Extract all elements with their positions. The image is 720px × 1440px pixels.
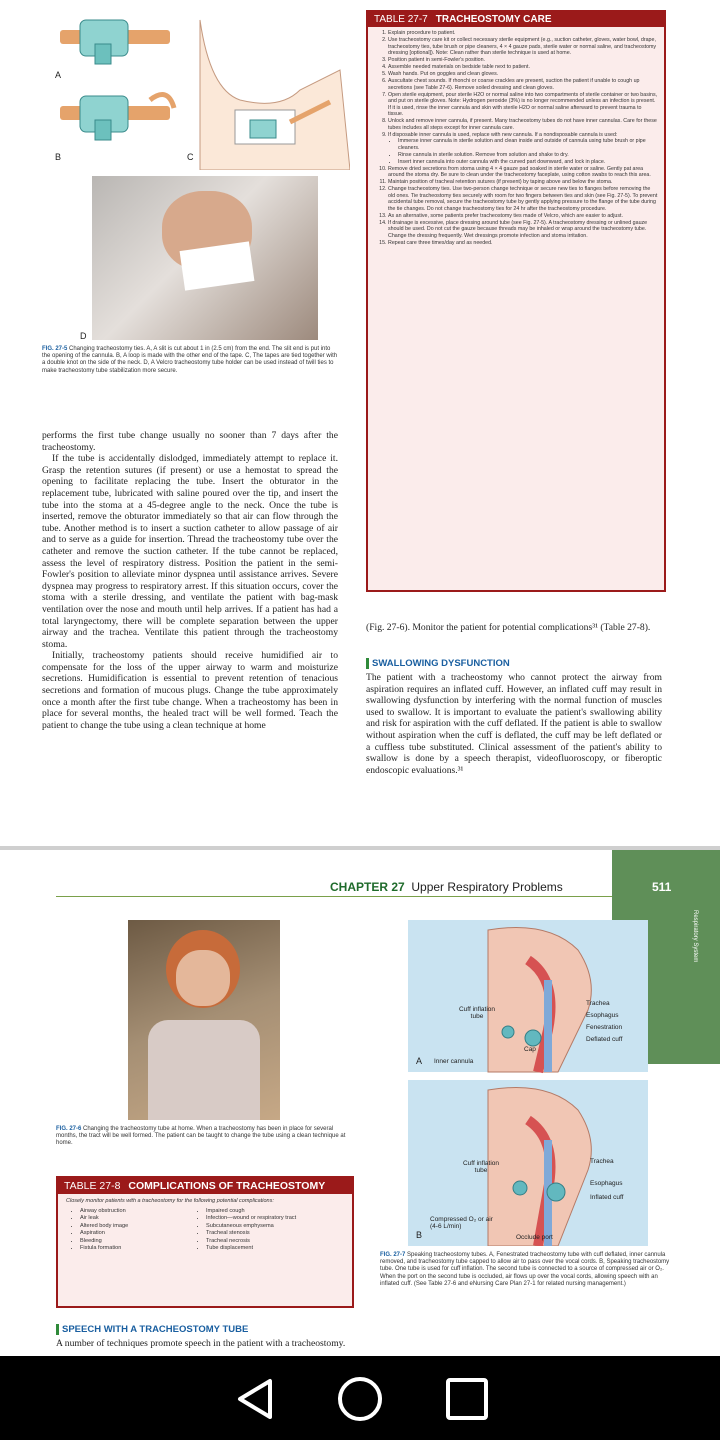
- diagram-a-cap: [525, 1030, 541, 1046]
- label-trachea-b: Trachea: [590, 1158, 614, 1165]
- diagram-label-a: A: [416, 1056, 423, 1066]
- figure-27-6-caption: [56, 1126, 352, 1148]
- label-cuff-inflation-a: Cuff inflation tube: [458, 1006, 495, 1020]
- table-title: TRACHEOSTOMY CARE: [435, 14, 552, 25]
- woman-shirt-shape: [148, 1020, 260, 1120]
- table-subitem: • Insert inner cannula into outer cannula with the curved part downward, and lock in place.: [398, 159, 658, 166]
- woman-face-shape: [176, 950, 230, 1006]
- recents-square-icon[interactable]: [442, 1374, 492, 1424]
- figure-27-7-caption: [380, 1252, 676, 1288]
- chapter-header: [330, 880, 563, 894]
- table-columns: [74, 1208, 352, 1252]
- left-body-text: [42, 430, 338, 731]
- table-item: 15. Repeat care three times/day and as needed.: [388, 240, 658, 247]
- table-intro: Closely monitor patients with a tracheostomy for the following potential complications:: [66, 1198, 274, 1204]
- table-item: 12. Change tracheostomy ties. Use two-person change technique or secure new ties to flanges before removing the old ones. Tie tracheostomy ties securely with room for two fingers between ties and skin (see Fig. 27-5). To prevent accidental tube removal, secure the tracheostomy tube by gently applying pressure to the flange of the tube during the tie changes. Do not change tracheostomy ties for 24 hr after the tracheostomy procedure.: [388, 186, 658, 212]
- table-item: 2. Use tracheostomy care kit or collect necessary sterile equipment (e.g., suction catheter, gloves, water bowl, drape, tracheostomy ties, tube brush or pipe cleaners, 4 × 4 gauze pads, sterile water or normal saline, and tracheostomy dressing [optional]). Note: Clean rather than sterile technique is used at home.: [388, 37, 658, 57]
- page-number: 511: [652, 880, 672, 894]
- side-tab-label: Respiratory System: [692, 910, 698, 963]
- label-trachea-a: Trachea: [586, 1000, 610, 1007]
- body-paragraph: Initially, tracheostomy patients should receive humidified air to compensate for the loss of the upper airway to warm and moisturize secretions. Humidification is essential to prevent retention of tenacious secretions and formation of mucous plugs. Change the tube approximately once a month after the first tube change. When a tracheostomy has been in place for several months, the healed tract will be well formed. Teach the patient to change the tube using a clean technique at home: [42, 650, 338, 731]
- figure-label-a: A: [55, 70, 62, 80]
- tie-illustration-b: [60, 95, 174, 140]
- diagram-b-port: [547, 1183, 565, 1201]
- speech-section-text: [56, 1338, 352, 1350]
- chapter-number: CHAPTER 27: [330, 880, 405, 894]
- back-triangle-icon[interactable]: [230, 1374, 280, 1424]
- table-item: 8. Unlock and remove inner cannula, if present. Many tracheostomy tubes do not have inner cannulas. Care for these tubes includes all steps except for inner cannula care.: [388, 118, 658, 131]
- label-cuff-inflation-b: Cuff inflation tube: [462, 1160, 499, 1174]
- table-title: COMPLICATIONS OF TRACHEOSTOMY: [128, 1180, 326, 1192]
- table-item-text: If disposable inner cannula is used, replace with new cannula. If a nondisposable cannula is used:: [388, 131, 618, 138]
- complication-item: • Fistula formation: [80, 1245, 200, 1252]
- home-circle-icon[interactable]: [335, 1374, 385, 1424]
- section-paragraph: A number of techniques promote speech in the patient with a tracheostomy.: [56, 1338, 346, 1349]
- table-subitem: • Immerse inner cannula in sterile solution and clean inside and outside of cannula using tube brush or pipe cleaners.: [398, 138, 658, 151]
- complication-item: • Airway obstruction: [80, 1208, 200, 1215]
- tie-illustration-a: [60, 20, 170, 64]
- figure-label-d: D: [80, 331, 87, 341]
- label-inner-cannula: Inner cannula: [434, 1058, 474, 1065]
- label-fenestration: Fenestration: [586, 1024, 623, 1031]
- complication-item: • Infection—wound or respiratory tract: [206, 1215, 346, 1222]
- patient-photo-d: [92, 176, 318, 340]
- diagram-label-b: B: [416, 1230, 423, 1240]
- figure-27-5-caption: [42, 346, 338, 375]
- table-item: 6. Auscultate chest sounds. If rhonchi or coarse crackles are present, suction the patient if unable to cough up secretions (see Table 27-6). Remove soiled dressing and clean gloves.: [388, 78, 658, 91]
- label-compressed-air: Compressed O₂ or air (4-6 L/min): [430, 1216, 493, 1230]
- chapter-title: Upper Respiratory Problems: [411, 880, 563, 894]
- caption-ref: FIG. 27-5: [42, 346, 68, 352]
- table-number: TABLE 27-8: [64, 1180, 121, 1192]
- table-item: 4. Assemble needed materials on bedside table next to patient.: [388, 64, 658, 71]
- reference-paragraph: (Fig. 27-6). Monitor the patient for potential complications³¹ (Table 27-8).: [366, 622, 651, 633]
- complication-item: • Tube displacement: [206, 1245, 346, 1252]
- caption-text: Changing tracheostomy ties. A, A slit is cut about 1 in (2.5 cm) from the end. The slit end is put into the opening of the cannula. B, A loop is made with the other end of the tape. C, The tapes are tied together with a double knot on the side of the neck. D, A Velcro tracheostomy tube holder can be used instead of twill ties to make tracheostomy tube stabilization more secure.: [42, 346, 338, 374]
- home-care-photo: [128, 920, 280, 1120]
- section-title-swallowing: SWALLOWING DYSFUNCTION: [366, 658, 510, 669]
- complication-item: • Air leak: [80, 1215, 200, 1222]
- caption-text: Speaking tracheostomy tubes. A, Fenestrated tracheostomy tube with cuff deflated, inner cannula removed, and tracheostomy tube capped to allow air to pass over the vocal cords. B, Speaking tracheostomy tube. One tube is used for cuff inflation. The second tube is connected to a source of compressed air or O₂. When the port on the second tube is occluded, air flows up over the vocal cords, allowing speech with an inflated cuff. (See Table 27-6 and eNursing Care Plan 27-1 for related nursing management.): [380, 1252, 670, 1287]
- table-list: [388, 30, 658, 246]
- table-item: 7. Open sterile equipment, pour sterile H2O or normal saline into two compartments of sterile container or two basins, and put on sterile gloves. Note: Hydrogen peroxide (3%) is no longer recommended unless an infection is present. If it is used, rinse the inner cannula and skin with sterile H2O or normal saline afterward to prevent trauma to tissue.: [388, 92, 658, 118]
- figure-label-c: C: [187, 152, 194, 162]
- label-cap: Cap: [524, 1046, 536, 1053]
- diagram-b-balloon: [513, 1181, 527, 1195]
- complication-item: • Altered body image: [80, 1223, 200, 1230]
- table-col-1: [74, 1208, 200, 1252]
- table-item: [388, 132, 658, 166]
- section-title-speech: SPEECH WITH A TRACHEOSTOMY TUBE: [56, 1324, 248, 1335]
- right-reference-text: [366, 622, 662, 634]
- caption-text: Changing the tracheostomy tube at home. When a tracheostomy has been in place for several months, the tract will be well formed. The patient can be taught to change the tube using a clean technique at home.: [56, 1126, 346, 1147]
- caption-ref: FIG. 27-7: [380, 1252, 406, 1258]
- complication-item: • Subcutaneous emphysema: [206, 1223, 346, 1230]
- table-item: 11. Maintain position of tracheal retention sutures (if present) by taping above and below the stoma.: [388, 179, 658, 186]
- section-paragraph: The patient with a tracheostomy who cannot protect the airway from aspiration requires an inflated cuff. However, an inflated cuff may result in swallowing dysfunction by interfering with the normal function of muscles used to swallow. It is important to evaluate the patient's swallowing ability and risk for aspiration with the cuff deflated. If the patient is able to swallow without aspiration when the cuff is deflated, the cuff may be left deflated or a cuffless tube substituted. Clinical assessment of the patient's ability to swallow is done by a speech therapist, videofluoroscopy, or fiberoptic endoscopic evaluations.³¹: [366, 672, 662, 776]
- table-subitem: • Rinse cannula in sterile solution. Remove from solution and shake to dry.: [398, 152, 658, 159]
- figure-27-5-illustrations: [50, 10, 350, 170]
- complication-item: • Tracheal stenosis: [206, 1230, 346, 1237]
- system-navigation-bar: [0, 1356, 720, 1440]
- diagram-a-balloon: [502, 1026, 514, 1038]
- label-deflated-cuff: Deflated cuff: [586, 1036, 623, 1043]
- figure-label-b: B: [55, 152, 62, 162]
- complication-item: • Aspiration: [80, 1230, 200, 1237]
- label-esophagus-a: Esophagus: [586, 1012, 619, 1019]
- swallowing-section-text: [366, 672, 662, 776]
- label-esophagus-b: Esophagus: [590, 1180, 623, 1187]
- neck-illustration-c: [200, 20, 350, 170]
- table-col-2: [200, 1208, 346, 1252]
- table-header: [58, 1178, 352, 1194]
- table-item: 14. If drainage is excessive, place dressing around tube (see Fig. 27-5). A tracheostomy dressing or unlined gauze should be used. Do not cut the gauze because threads may be inhaled or wrap around the tracheostomy tube. Change the dressing frequently. Wet dressings promote infection and stoma irritation.: [388, 220, 658, 240]
- table-item: 3. Position patient in semi-Fowler's position.: [388, 57, 658, 64]
- label-inflated-cuff: Inflated cuff: [590, 1194, 624, 1201]
- trach-dressing-shape: [180, 241, 255, 290]
- complication-item: • Bleeding: [80, 1238, 200, 1245]
- table-number: TABLE 27-7: [374, 14, 428, 25]
- caption-ref: FIG. 27-6: [56, 1126, 82, 1132]
- table-item: 10. Remove dried secretions from stoma using 4 × 4 gauze pad soaked in sterile water or saline. Gently pat area around the stoma dry. Be sure to clean under the tracheostomy faceplate, using cotton swabs to reach this area.: [388, 166, 658, 179]
- header-rule: [56, 896, 612, 897]
- label-occlude-port: Occlude port: [516, 1234, 553, 1241]
- book-page-lower: [0, 850, 720, 1356]
- table-item: 5. Wash hands. Put on goggles and clean gloves.: [388, 71, 658, 78]
- body-paragraph: If the tube is accidentally dislodged, immediately attempt to replace it. Grasp the retention sutures (if present) or use a hemostat to spread the opening to facilitate replacing the tube. Insert the obturator in the replacement tube, lubricated with saline poured over the tip, and insert the tube into the stoma at a 45-degree angle to the neck. Once the tube is inserted, remove the obturator immediately so that air can flow through the tube. Another method is to insert a suction catheter to allow passage of air and to serve as a guide for insertion. Thread the tracheostomy tube over the catheter and remove the suction catheter. If the tube cannot be replaced, assess the level of respiratory distress. Position the patient in the semi-Fowler's position to alleviate minor dyspnea until assistance arrives. Severe dyspnea may progress to respiratory arrest. If this situation occurs, cover the stoma with a sterile dressing, and ventilate the patient with bag-mask ventilation over the nose and mouth until help arrives. If a patient has had a total laryngectomy, there will be complete separation between the upper airway and the trachea. Ventilate this patient through the tracheostomy stoma.: [42, 453, 338, 650]
- body-paragraph: performs the first tube change usually no sooner than 7 days after the tracheostomy.: [42, 430, 338, 453]
- table-27-7: [366, 10, 666, 592]
- table-item: 13. As an alternative, some patients prefer tracheostomy ties made of Velcro, which are easier to adjust.: [388, 213, 658, 220]
- table-item: 1. Explain procedure to patient.: [388, 30, 658, 37]
- table-sublist: [398, 138, 658, 165]
- complication-item: • Tracheal necrosis: [206, 1238, 346, 1245]
- table-27-8: [56, 1176, 354, 1308]
- table-header: [368, 12, 664, 27]
- complication-item: • Impaired cough: [206, 1208, 346, 1215]
